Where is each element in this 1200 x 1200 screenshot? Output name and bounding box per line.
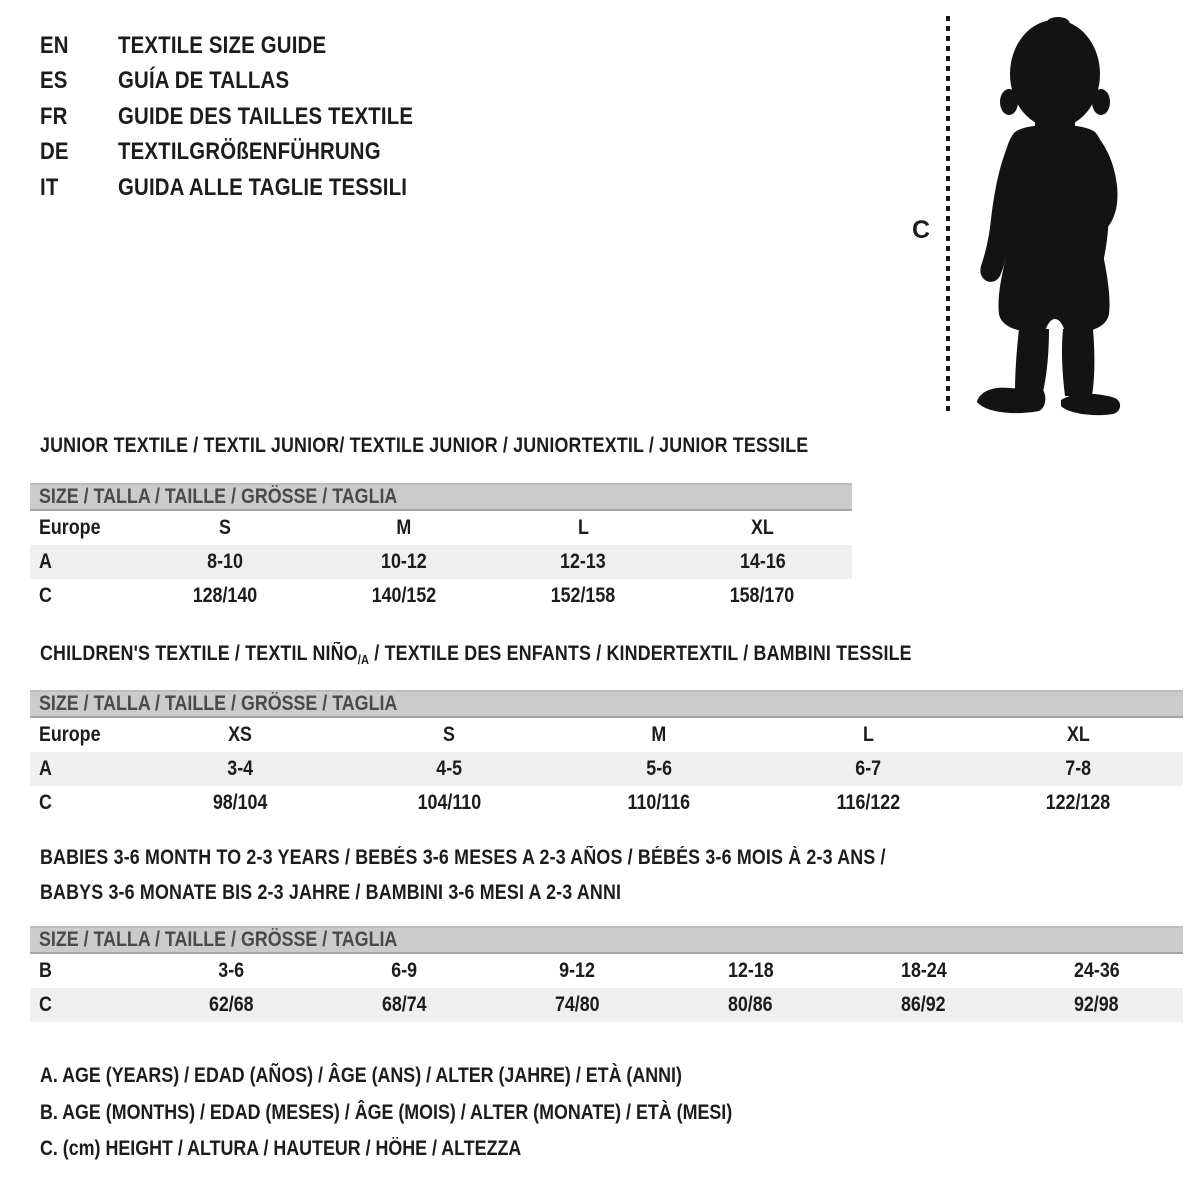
language-row-fr <box>40 99 465 135</box>
table-cell <box>494 579 673 613</box>
guide-title-text: GUIDE DES TAILLES TEXTILE <box>118 102 414 130</box>
size-column-header <box>494 511 673 545</box>
legend-line-c <box>40 1131 854 1168</box>
table-cell <box>318 988 491 1022</box>
junior-size-table <box>30 483 852 613</box>
left-leg-shape <box>1015 329 1049 392</box>
row-label <box>30 786 135 820</box>
table-cell-text: 12-13 <box>560 550 606 573</box>
table-cell <box>314 579 493 613</box>
table-cell <box>837 988 1010 1022</box>
table-cell <box>673 579 852 613</box>
table-cell <box>554 786 764 820</box>
table-row-age <box>30 545 852 579</box>
row-label <box>30 545 135 579</box>
size-column-header-text: S <box>218 516 231 539</box>
row-label-text: C <box>39 584 52 607</box>
guide-title-text: GUIDA ALLE TAGLIE TESSILI <box>118 173 408 201</box>
size-header-text: SIZE / TALLA / TAILLE / GRÖSSE / TAGLIA <box>39 928 398 951</box>
table-cell <box>135 752 345 786</box>
size-column-header-text: XL <box>1066 723 1090 746</box>
table-cell <box>764 752 974 786</box>
table-cell-text: 12-18 <box>727 959 774 982</box>
table-cell-text: 86/92 <box>901 993 946 1016</box>
language-code <box>40 174 118 202</box>
shorts-shape <box>998 254 1109 332</box>
table-cell-text: 110/116 <box>627 791 691 814</box>
table-cell-text: 68/74 <box>382 993 427 1016</box>
table-cell <box>135 786 345 820</box>
size-column-header <box>314 511 493 545</box>
language-row-it <box>40 170 465 206</box>
language-row-de <box>40 135 465 171</box>
table-cell-text: 80/86 <box>728 993 773 1016</box>
children-section-title <box>40 642 1066 672</box>
guide-title-text: TEXTILGRÖßENFÜHRUNG <box>118 138 381 166</box>
babies-title-line1: BABIES 3-6 MONTH TO 2-3 YEARS / BEBÉS 3-6 MESES A 2-3 AÑOS / BÉBÉS 3-6 MOIS À 2-3 ANS / <box>40 846 886 869</box>
junior-section-title <box>40 434 944 458</box>
row-label-text: C <box>39 993 52 1016</box>
row-label-text: C <box>39 791 52 814</box>
table-cell <box>837 954 1010 988</box>
size-column-header-text: L <box>863 723 875 746</box>
right-ear-shape <box>1092 89 1110 115</box>
table-cell-text: 116/122 <box>836 791 901 814</box>
guide-title <box>118 174 458 202</box>
row-label-text: A <box>39 550 52 573</box>
size-column-header <box>764 718 974 752</box>
table-row-age-months <box>30 954 1183 988</box>
toddler-silhouette-image <box>963 14 1141 417</box>
table-cell-text: 158/170 <box>730 584 795 607</box>
table-cell-text: 152/158 <box>550 584 616 607</box>
children-title-subscript: /A <box>357 652 370 667</box>
size-column-header <box>345 718 555 752</box>
size-header-bar <box>30 926 1183 954</box>
table-cell <box>664 954 837 988</box>
size-column-header-text: M <box>651 723 667 746</box>
table-cell-text: 6-9 <box>391 959 418 982</box>
table-cell-text: 122/128 <box>1045 791 1111 814</box>
right-arm-shape <box>1090 134 1118 231</box>
left-foot-shape <box>977 388 1045 413</box>
size-column-header-text: S <box>443 723 456 746</box>
table-cell <box>314 545 493 579</box>
language-code-text: DE <box>40 138 69 166</box>
row-label-text: B <box>39 959 52 982</box>
row-label <box>30 718 135 752</box>
babies-size-table <box>30 926 1183 1022</box>
table-cell-text: 74/80 <box>555 993 600 1016</box>
language-title-block <box>40 28 465 206</box>
babies-title-line2: BABYS 3-6 MONATE BIS 2-3 JAHRE / BAMBINI 3-6 MESI A 2-3 ANNI <box>40 881 622 904</box>
guide-title-text: TEXTILE SIZE GUIDE <box>118 31 327 59</box>
table-cell-text: 10-12 <box>381 550 427 573</box>
table-cell-text: 92/98 <box>1074 993 1119 1016</box>
children-title-part1: CHILDREN'S TEXTILE / TEXTIL NIÑO <box>40 642 358 665</box>
table-cell <box>973 752 1183 786</box>
row-label-text: A <box>39 757 52 780</box>
table-cell-text: 98/104 <box>212 791 268 814</box>
table-row-sizes <box>30 511 852 545</box>
children-section-title-text <box>40 642 912 672</box>
language-code <box>40 32 118 60</box>
language-code <box>40 138 118 166</box>
language-code-text: EN <box>40 31 69 59</box>
size-header-text: SIZE / TALLA / TAILLE / GRÖSSE / TAGLIA <box>39 485 398 508</box>
table-row-height <box>30 579 852 613</box>
table-cell-text: 3-4 <box>226 757 253 780</box>
row-label <box>30 988 145 1022</box>
language-code <box>40 103 118 131</box>
junior-section-title-text: JUNIOR TEXTILE / TEXTIL JUNIOR/ TEXTILE JUNIOR / JUNIORTEXTIL / JUNIOR TESSILE <box>40 434 809 457</box>
language-code-text: ES <box>40 67 68 95</box>
table-cell-text: 104/110 <box>417 791 482 814</box>
guide-title <box>118 103 465 131</box>
table-cell-text: 8-10 <box>206 550 243 573</box>
size-column-header-text: XL <box>750 516 774 539</box>
left-ear-shape <box>1000 89 1018 115</box>
table-cell-text: 18-24 <box>900 959 947 982</box>
size-header-bar <box>30 483 852 511</box>
table-cell <box>673 545 852 579</box>
right-foot-shape <box>1061 394 1120 415</box>
size-column-header <box>135 511 314 545</box>
children-size-table <box>30 690 1183 820</box>
table-cell <box>145 988 318 1022</box>
table-cell <box>554 752 764 786</box>
size-column-header-text: M <box>396 516 412 539</box>
row-label-text: Europe <box>39 516 101 539</box>
table-cell-text: 6-7 <box>855 757 882 780</box>
table-cell <box>764 786 974 820</box>
language-row-es <box>40 64 465 100</box>
guide-title <box>118 67 319 95</box>
guide-title <box>118 138 427 166</box>
row-label <box>30 752 135 786</box>
language-code <box>40 67 118 95</box>
table-row-sizes <box>30 718 1183 752</box>
table-cell <box>491 954 664 988</box>
table-cell-text: 24-36 <box>1073 959 1120 982</box>
row-label <box>30 511 135 545</box>
table-cell-text: 3-6 <box>218 959 245 982</box>
size-column-header <box>973 718 1183 752</box>
children-title-part2: / TEXTILE DES ENFANTS / KINDERTEXTIL / BAMBINI TESSILE <box>369 642 912 665</box>
legend-line-b <box>40 1095 854 1132</box>
table-cell <box>345 752 555 786</box>
size-column-header <box>673 511 852 545</box>
table-row-height <box>30 786 1183 820</box>
table-row-height <box>30 988 1183 1022</box>
table-cell-text: 140/152 <box>371 584 437 607</box>
guide-title <box>118 32 363 60</box>
size-column-header <box>554 718 764 752</box>
table-cell-text: 62/68 <box>209 993 254 1016</box>
size-column-header <box>135 718 345 752</box>
size-header-text: SIZE / TALLA / TAILLE / GRÖSSE / TAGLIA <box>39 692 398 715</box>
table-cell <box>664 988 837 1022</box>
table-cell-text: 9-12 <box>559 959 596 982</box>
table-cell <box>318 954 491 988</box>
legend-line-b-text: B. AGE (MONTHS) / EDAD (MESES) / ÂGE (MOIS) / ALTER (MONATE) / ETÀ (MESI) <box>40 1100 733 1124</box>
table-cell <box>1010 954 1183 988</box>
table-cell-text: 5-6 <box>646 757 672 780</box>
table-cell <box>491 988 664 1022</box>
row-label-text: Europe <box>39 723 101 746</box>
table-cell <box>1010 988 1183 1022</box>
measurement-legend <box>40 1058 854 1168</box>
table-cell-text: 14-16 <box>739 550 786 573</box>
legend-line-a-text: A. AGE (YEARS) / EDAD (AÑOS) / ÂGE (ANS) / ALTER (JAHRE) / ETÀ (ANNI) <box>40 1064 682 1087</box>
table-row-age <box>30 752 1183 786</box>
legend-line-a <box>40 1058 854 1095</box>
table-cell <box>145 954 318 988</box>
size-column-header-text: XS <box>227 723 252 746</box>
table-cell-text: 4-5 <box>436 757 463 780</box>
table-cell-text: 7-8 <box>1065 757 1092 780</box>
row-label <box>30 954 145 988</box>
table-cell <box>973 786 1183 820</box>
table-cell <box>494 545 673 579</box>
table-cell <box>135 579 314 613</box>
legend-line-c-text: C. (cm) HEIGHT / ALTURA / HAUTEUR / HÖHE / ALTEZZA <box>40 1137 522 1160</box>
height-dashed-line <box>946 16 950 414</box>
language-row-en <box>40 28 465 64</box>
size-header-bar <box>30 690 1183 718</box>
table-cell <box>345 786 555 820</box>
height-label-c: C <box>912 216 931 244</box>
babies-section-title <box>40 840 1035 910</box>
guide-title-text: GUÍA DE TALLAS <box>118 67 290 95</box>
language-code-text: FR <box>40 102 68 130</box>
right-leg-shape <box>1062 329 1094 396</box>
table-cell <box>135 545 314 579</box>
language-code-text: IT <box>40 173 59 201</box>
row-label <box>30 579 135 613</box>
size-column-header-text: L <box>577 516 589 539</box>
table-cell-text: 128/140 <box>192 584 257 607</box>
